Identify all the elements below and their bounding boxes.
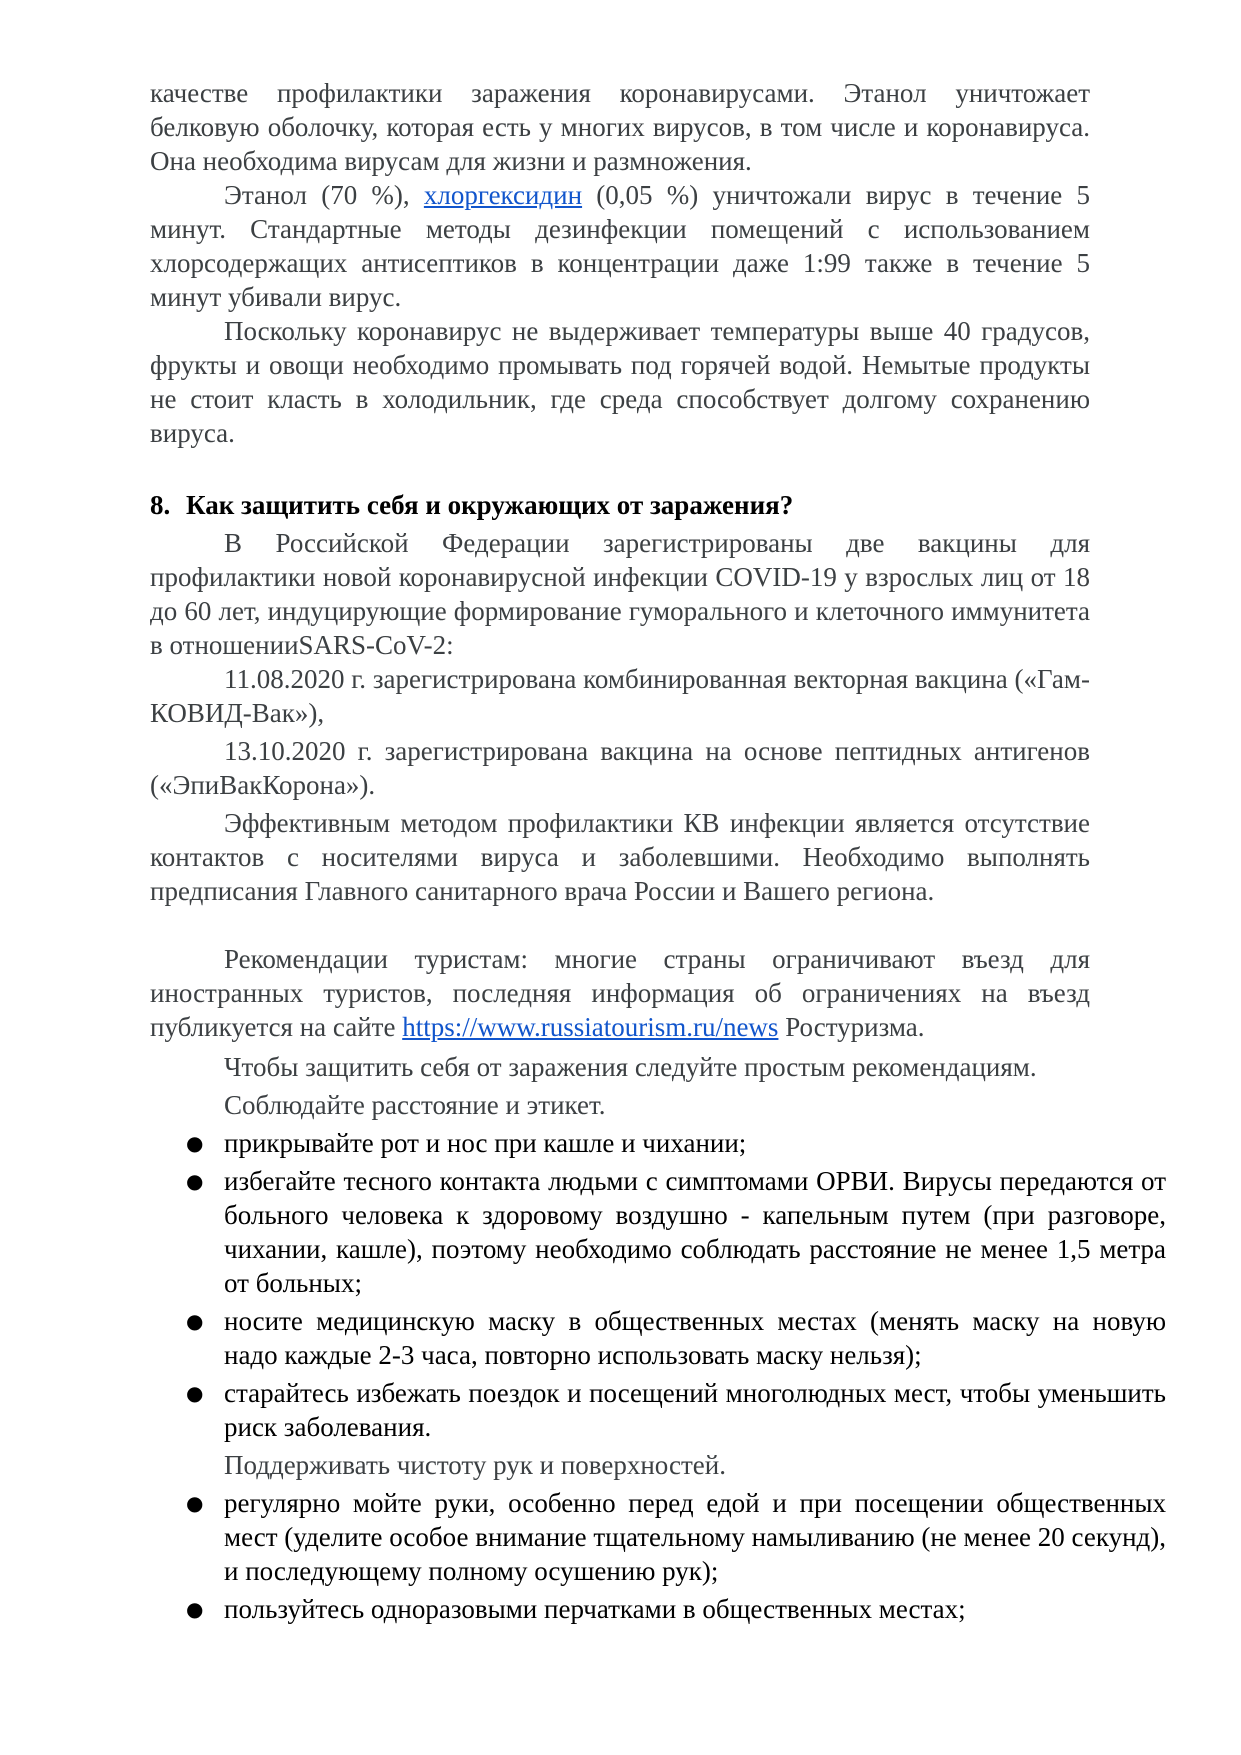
intro-hygiene: Поддерживать чистоту рук и поверхностей. bbox=[224, 1450, 726, 1480]
paragraph-temperature: Поскольку коронавирус не выдерживает температуры выше 40 градусов, фрукты и овощи необходимо промывать под горячей водой. Немытые продукты не стоит класть в холодильник, где среда способствует долгому сохранению вируса. bbox=[150, 316, 1090, 448]
paragraph-vaccine-1: 11.08.2020 г. зарегистрирована комбинированная векторная вакцина («Гам-КОВИД-Вак»), bbox=[150, 664, 1090, 728]
list-item-text: носите медицинскую маску в общественных местах (менять маску на новую надо каждые 2-3 часа, повторно использовать маску нельзя); bbox=[224, 1306, 1166, 1370]
paragraph-vaccines: В Российской Федерации зарегистрированы две вакцины для профилактики новой коронавирусной инфекции COVID-19 у взрослых лиц от 18 до 60 лет, индуцирующие формирование гуморального и клеточного иммунитета в отношенииSARS-CoV-2: bbox=[150, 528, 1090, 660]
list-item bbox=[186, 1592, 1166, 1626]
list-item bbox=[186, 1486, 1166, 1588]
paragraph-ethanol-intro: качестве профилактики заражения коронавирусами. Этанол уничтожает белковую оболочку, которая есть у многих вирусов, в том числе и коронавируса. Она необходима вирусам для жизни и размножения. bbox=[150, 78, 1090, 176]
paragraph-text: Этанол (70 %), bbox=[224, 180, 424, 210]
bullet-icon: ● bbox=[186, 1169, 204, 1193]
bullet-icon: ● bbox=[186, 1309, 204, 1333]
section-heading bbox=[150, 488, 1090, 522]
intro-distance: Соблюдайте расстояние и этикет. bbox=[224, 1090, 606, 1120]
bullet-list-distance bbox=[186, 1126, 1166, 1448]
paragraph-text: (0,05 %) уничтожали вирус в течение 5 минут. Стандартные методы дезинфекции помещений с использованием хлорсодержащих антисептиков в концентрации даже 1:99 также в течение 5 минут убивали вирус. bbox=[150, 180, 1090, 312]
bullet-icon: ● bbox=[186, 1491, 204, 1515]
bullet-icon: ● bbox=[186, 1381, 204, 1405]
list-item-text: прикрывайте рот и нос при кашле и чихании; bbox=[224, 1128, 747, 1158]
paragraph-text: Ростуризма. bbox=[778, 1012, 925, 1042]
paragraph-tourists bbox=[150, 942, 1090, 1044]
list-item-text: регулярно мойте руки, особенно перед едой и при посещении общественных мест (уделите особое внимание тщательному намыливанию (не менее 20 секунд), и последующему полному осушению рук); bbox=[224, 1488, 1166, 1586]
bullet-list-hygiene bbox=[186, 1486, 1166, 1630]
bullet-icon: ● bbox=[186, 1597, 204, 1621]
chlorhexidine-link[interactable]: хлоргексидин bbox=[423, 180, 583, 210]
intro-recommendations: Чтобы защитить себя от заражения следуйте простым рекомендациям. bbox=[224, 1052, 1037, 1082]
list-item bbox=[186, 1376, 1166, 1444]
paragraph-text: Рекомендации туристам: многие страны ограничивают въезд для иностранных туристов, последняя информация об ограничениях на въезд публикуется на сайте bbox=[150, 944, 1090, 1042]
russiatourism-link[interactable]: https://www.russiatourism.ru/news bbox=[402, 1012, 779, 1042]
section-title: Как защитить себя и окружающих от заражения? bbox=[186, 490, 794, 520]
list-item bbox=[186, 1126, 1166, 1160]
list-item bbox=[186, 1304, 1166, 1372]
paragraph-vaccine-2: 13.10.2020 г. зарегистрирована вакцина на основе пептидных антигенов («ЭпиВакКорона»). bbox=[150, 736, 1090, 800]
paragraph-disinfection bbox=[150, 178, 1090, 314]
section-number: 8. bbox=[150, 490, 171, 520]
list-item-text: старайтесь избежать поездок и посещений многолюдных мест, чтобы уменьшить риск заболевания. bbox=[224, 1378, 1166, 1442]
list-item-text: избегайте тесного контакта людьми с симптомами ОРВИ. Вирусы передаются от больного человека к здоровому воздушно - капельным путем (при разговоре, чихании, кашле), поэтому необходимо соблюдать расстояние не менее 1,5 метра от больных; bbox=[224, 1166, 1166, 1298]
list-item-text: пользуйтесь одноразовыми перчатками в общественных местах; bbox=[224, 1594, 966, 1624]
list-item bbox=[186, 1164, 1166, 1300]
bullet-icon: ● bbox=[186, 1131, 204, 1155]
paragraph-prevention: Эффективным методом профилактики КВ инфекции является отсутствие контактов с носителями вируса и заболевшими. Необходимо выполнять предписания Главного санитарного врача России и Вашего региона. bbox=[150, 808, 1090, 906]
